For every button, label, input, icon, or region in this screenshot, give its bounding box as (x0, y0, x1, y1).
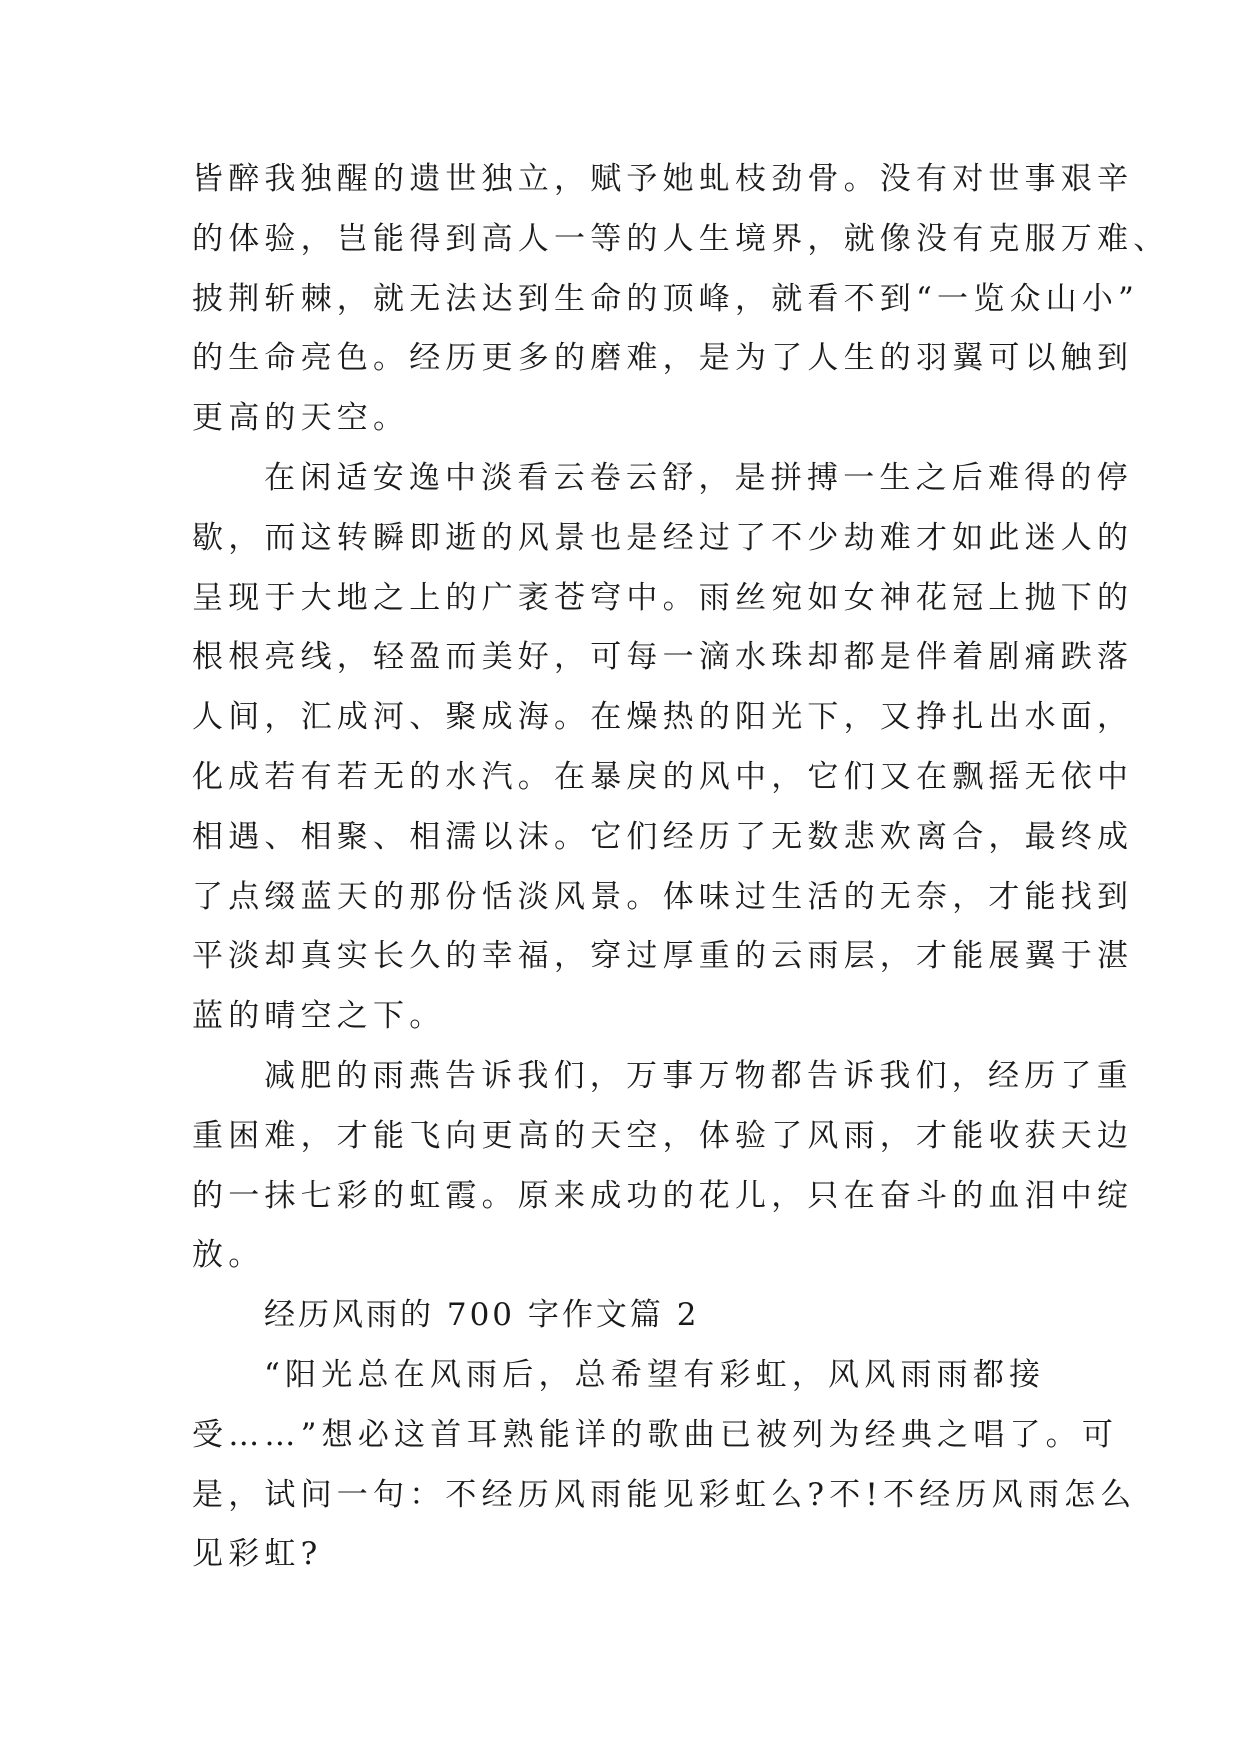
paragraph-start-line: 在闲适安逸中淡看云卷云舒，是拼搏一生之后难得的停 (264, 459, 1133, 496)
text-line: 根根亮线，轻盈而美好，可每一滴水珠却都是伴着剧痛跌落 (192, 639, 1134, 676)
text-line: 蓝的晴空之下。 (192, 998, 446, 1035)
text-line: 人间，汇成河、聚成海。在燥热的阳光下，又挣扎出水面， (192, 699, 1134, 736)
paragraph-start-line: 减肥的雨燕告诉我们，万事万物都告诉我们，经历了重 (264, 1057, 1133, 1094)
text-line: 是，试问一句：不经历风雨能见彩虹么?不!不经历风雨怎么 (192, 1476, 1137, 1513)
essay-body (192, 150, 1170, 1585)
text-line: 歇，而这转瞬即逝的风景也是经过了不少劫难才如此迷人的 (192, 519, 1134, 556)
text-line: 放。 (192, 1237, 265, 1274)
text-line: 化成若有若无的水汽。在暴戾的风中，它们又在飘摇无依中 (192, 758, 1134, 795)
text-line: 的一抹七彩的虹霞。原来成功的花儿，只在奋斗的血泪中绽 (192, 1177, 1134, 1214)
text-line: 呈现于大地之上的广袤苍穹中。雨丝宛如女神花冠上抛下的 (192, 579, 1134, 616)
text-line: 见彩虹? (192, 1536, 323, 1573)
text-line: 重困难，才能飞向更高的天空，体验了风雨，才能收获天边 (192, 1117, 1134, 1154)
text-line: 披荆斩棘，就无法达到生命的顶峰，就看不到“一览众山小” (192, 280, 1140, 317)
text-line: 受……”想必这首耳熟能详的歌曲已被列为经典之唱了。可 (192, 1416, 1119, 1453)
paragraph-start-line: “阳光总在风雨后，总希望有彩虹，风风雨雨都接 (264, 1356, 1046, 1393)
text-line: 皆醉我独醒的遗世独立，赋予她虬枝劲骨。没有对世事艰辛 (192, 161, 1134, 197)
text-line: 的生命亮色。经历更多的磨难，是为了人生的羽翼可以触到 (192, 340, 1134, 377)
text-line: 的体验，岂能得到高人一等的人生境界，就像没有克服万难、 (192, 220, 1170, 257)
text-line: 更高的天空。 (192, 400, 410, 437)
section-heading: 经历风雨的 700 字作文篇 2 (264, 1297, 700, 1334)
text-line: 相遇、相聚、相濡以沫。它们经历了无数悲欢离合，最终成 (192, 818, 1134, 855)
text-line: 平淡却真实长久的幸福，穿过厚重的云雨层，才能展翼于湛 (192, 938, 1134, 975)
text-line: 了点缀蓝天的那份恬淡风景。体味过生活的无奈，才能找到 (192, 878, 1134, 915)
